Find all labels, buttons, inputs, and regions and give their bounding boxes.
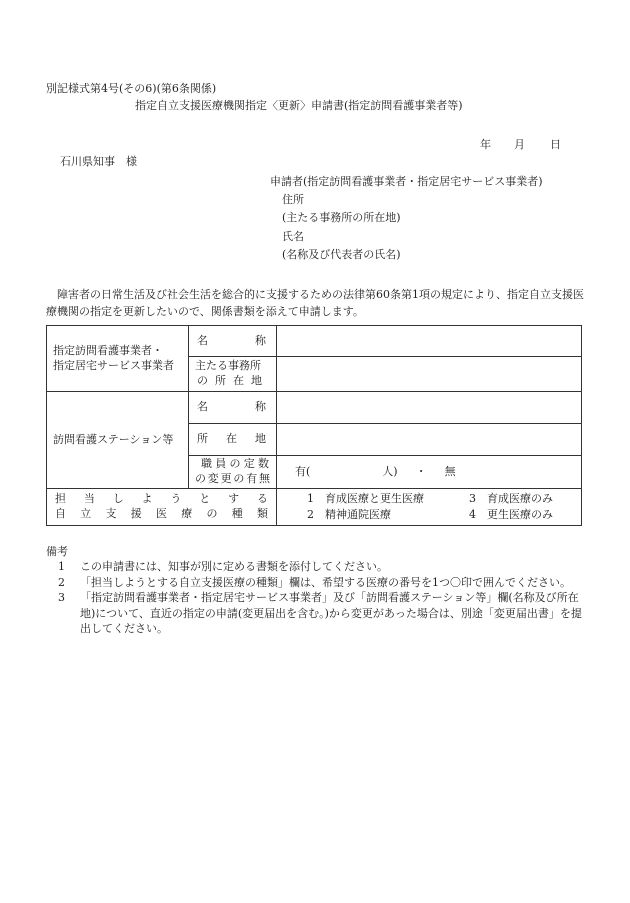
date-month: 月 [514,138,525,151]
date-day: 日 [550,138,561,151]
staff-change-label: 職 員 の 定 数 の 変 更 の 有 無 [189,456,277,489]
provider-name-field[interactable] [277,326,582,357]
application-form-table [46,325,582,526]
provider-label-line2: 指定居宅サービス事業者 [53,358,174,372]
staff-change-field[interactable]: 有( 人) ・ 無 [277,456,582,489]
document-title: 指定自立支援医療機関指定〈更新〉申請書(指定訪問看護事業者等) [135,99,463,112]
applicant-label: 申請者(指定訪問看護事業者・指定居宅サービス事業者) [270,175,543,188]
form-number: 別記様式第4号(その6)(第6条関係) [46,82,217,95]
note-item: 1 この申請書には、知事が別に定める書類を添付してください。 [58,560,388,574]
addressee: 石川県知事 様 [60,155,137,168]
medical-type-option-3[interactable]: 3 育成医療のみ [469,491,553,505]
table-row [47,392,582,424]
provider-name-label: 名 称 [189,326,277,357]
note-item: 2 「担当しようとする自立支援医療の種類」欄は、希望する医療の番号を1つ〇印で囲んでください。 [58,575,571,589]
station-section-label: 訪問看護ステーション等 [47,392,189,489]
applicant-address-label: 住所 [282,193,304,206]
medical-type-option-1[interactable]: 1 育成医療と更生医療 [307,491,424,505]
provider-label-line1: 指定訪問看護事業者・ [53,343,163,357]
staff-no-option[interactable]: 無 [444,464,456,478]
provider-section-label [47,326,189,392]
medical-type-option-2[interactable]: 2 精神通院医療 [307,507,391,521]
note-item: 3 「指定訪問看護事業者・指定居宅サービス事業者」及び「訪問看護ステーション等」欄(名称及び所在地)について、直近の指定の申請(変更届出を含む。)から変更があった場合は、別途「変更届出書」を提出してください。 [58,591,582,635]
application-statement: 障害者の日常生活及び社会生活を総合的に支援するための法律第60条第1項の規定により、指定自立支援医療機関の指定を更新したいので、関係書類を添えて申請します。 [46,288,584,318]
applicant-address-note: (主たる事務所の所在地) [282,211,401,224]
table-row [47,326,582,357]
notes-heading: 備考 [46,545,68,558]
medical-type-option-4[interactable]: 4 更生医療のみ [469,507,553,521]
station-location-label: 所 在 地 [189,424,277,456]
date-year: 年 [480,138,491,151]
table-row [47,489,582,526]
station-name-label: 名 称 [189,392,277,424]
provider-office-field[interactable] [277,357,582,392]
medical-type-label: 担 当 し よ う と す る 自 立 支 援 医 療 の 種 類 [47,489,277,526]
notes-section [46,544,586,636]
medical-type-options [277,489,582,526]
provider-office-label: 主たる事務所 の 所 在 地 [189,357,277,392]
station-location-field[interactable] [277,424,582,456]
applicant-name-note: (名称及び代表者の氏名) [282,248,401,261]
station-name-field[interactable] [277,392,582,424]
staff-yes-option[interactable]: 有( [295,464,311,478]
applicant-name-label: 氏名 [282,230,304,243]
